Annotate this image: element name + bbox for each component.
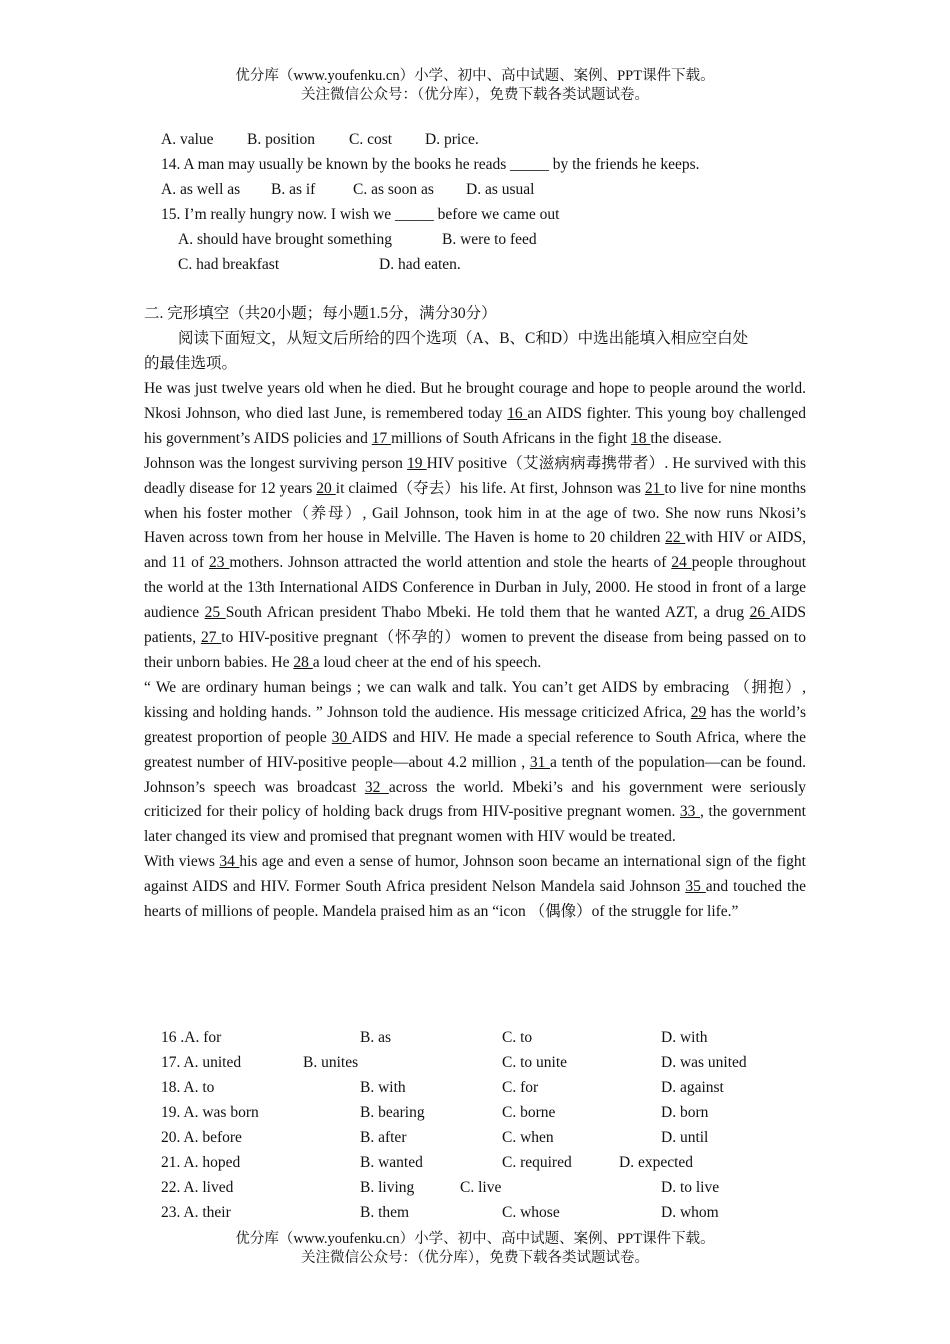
blank-18: 18 (630, 429, 651, 447)
blank-31: 31 (529, 753, 551, 771)
option-19-d: D. born (661, 1104, 709, 1121)
blank-33: 33 (679, 803, 700, 821)
option-20-c: C. when (502, 1129, 554, 1146)
blank-23: 23 (208, 554, 230, 572)
section-instruction-line-1: 阅读下面短文，从短文后所给的四个选项（A、B、C和D）中选出能填入相应空白处 (178, 330, 749, 347)
q15-option-b: B. were to feed (442, 231, 537, 248)
option-21-a: 21. A. hoped (161, 1154, 241, 1171)
passage-paragraph-1: He was just twelve years old when he died. But he brought courage and hope to people around the world. Nkosi Johnson, who died last June, is remembered today 16 an AIDS fighter. This young boy challenged his government’s AIDS policies and 17 millions of South Africans in the fight 18 the disease. (144, 380, 807, 447)
option-22-a: 22. A. lived (161, 1179, 234, 1196)
q14-option-a: A. as well as (161, 181, 241, 198)
option-22-c: C. live (460, 1179, 502, 1196)
option-19-a: 19. A. was born (161, 1104, 259, 1121)
blank-28: 28 (293, 653, 313, 671)
q14-stem: 14. A man may usually be known by the books he reads _____ by the friends he keeps. (161, 156, 700, 173)
blank-17: 17 (371, 429, 392, 447)
q13-option-b: B. position (247, 131, 316, 148)
option-20-a: 20. A. before (161, 1129, 242, 1146)
blank-35: 35 (685, 878, 706, 896)
q15-option-a: A. should have brought something (178, 231, 392, 248)
blank-32: 32 (364, 778, 389, 796)
q14-option-c: C. as soon as (353, 181, 434, 198)
cloze-passage (144, 377, 806, 925)
option-22-d: D. to live (661, 1179, 720, 1196)
option-17-d: D. was united (661, 1054, 747, 1071)
page-footer (0, 1230, 950, 1268)
blank-29: 29 (690, 703, 707, 721)
option-20-d: D. until (661, 1129, 709, 1146)
option-18-b: B. with (360, 1079, 406, 1096)
option-21-b: B. wanted (360, 1154, 423, 1171)
passage-paragraph-2: Johnson was the longest surviving person 19 HIV positive（艾滋病病毒携带者）. He survived with this deadly disease for 12 years 20 it claimed（夺去）his life. At first, Johnson was 21 to live for nine months when his foster mother（养母）, Gail Johnson, took him in at the age of two. She now runs Nkosi’s Haven across town from her house in Melville. The Haven is home to 20 children 22 with HIV or AIDS, and 11 of 23 mothers. Johnson attracted the world attention and stole the hearts of 24 people throughout the world at the 13th International AIDS Conference in Durban in July, 2000. He stood in front of a large audience 25 South African president Thabo Mbeki. He told them that he wanted AZT, a drug 26 AIDS patients, 27 to HIV-positive pregnant（怀孕的）women to prevent the disease from being passed on to their unborn babies. He 28 a loud cheer at the end of his speech. (144, 454, 807, 671)
section-instruction-line-2: 的最佳选项。 (144, 355, 238, 372)
option-19-b: B. bearing (360, 1104, 425, 1121)
footer-line-1: 优分库（www.youfenku.cn）小学、初中、高中试题、案例、PPT课件下载。 (235, 1231, 715, 1247)
blank-27: 27 (200, 629, 222, 647)
header-line-1: 优分库（www.youfenku.cn）小学、初中、高中试题、案例、PPT课件下载。 (235, 68, 715, 84)
option-18-c: C. for (502, 1079, 539, 1096)
option-23-a: 23. A. their (161, 1204, 231, 1221)
passage-paragraph-3: “ We are ordinary human beings ; we can walk and talk. You can’t get AIDS by embracing （拥抱）, kissing and holding hands. ” Johnson told the audience. His message criticized Africa, 29 has the world’s greatest proportion of people 30 AIDS and HIV. He made a special reference to South Africa, where the greatest number of HIV-positive people—about 4.2 million , 31 a tenth of the population—can be found. Johnson’s speech was broadcast 32 across the world. Mbeki’s and his government were seriously criticized for their policy of holding back drugs from HIV-positive pregnant women. 33 , the government later changed its view and promised that pregnant women with HIV would be treated. (144, 678, 807, 846)
option-21-d: D. expected (619, 1154, 694, 1171)
header-line-2: 关注微信公众号：（优分库），免费下载各类试题试卷。 (301, 87, 649, 103)
blank-26: 26 (749, 604, 770, 622)
blank-22: 22 (665, 529, 686, 547)
blank-34: 34 (219, 853, 240, 871)
option-23-b: B. them (360, 1204, 410, 1221)
q13-option-a: A. value (161, 131, 214, 148)
blank-21: 21 (644, 479, 665, 497)
q13-option-c: C. cost (349, 131, 393, 148)
page-header (0, 67, 950, 105)
option-18-d: D. against (661, 1079, 724, 1096)
option-16-d: D. with (661, 1029, 708, 1046)
blank-19: 19 (407, 454, 427, 472)
footer-line-2: 关注微信公众号：（优分库），免费下载各类试题试卷。 (301, 1250, 649, 1266)
blank-24: 24 (671, 554, 692, 572)
q15-option-c: C. had breakfast (178, 256, 280, 273)
blank-25: 25 (204, 604, 226, 622)
section-title: 二. 完形填空（共20小题；每小题1.5分，满分30分） (144, 305, 497, 322)
option-23-c: C. whose (502, 1204, 560, 1221)
option-16-a: 16 .A. for (161, 1029, 222, 1046)
q15-option-d: D. had eaten. (379, 256, 461, 273)
option-17-b: B. unites (303, 1054, 359, 1071)
passage-paragraph-4: With views 34 his age and even a sense of humor, Johnson soon became an international sign of the fight against AIDS and HIV. Former South Africa president Nelson Mandela said Johnson 35 and touched the hearts of millions of people. Mandela praised him as an “icon （偶像）of the struggle for life.” (144, 853, 806, 921)
q14-option-d: D. as usual (466, 181, 535, 198)
blank-16: 16 (507, 404, 528, 422)
option-21-c: C. required (502, 1154, 572, 1171)
option-17-c: C. to unite (502, 1054, 568, 1071)
option-17-a: 17. A. united (161, 1054, 242, 1071)
option-16-b: B. as (360, 1029, 391, 1046)
option-16-c: C. to (502, 1029, 533, 1046)
blank-20: 20 (316, 479, 336, 497)
option-18-a: 18. A. to (161, 1079, 215, 1096)
q14-option-b: B. as if (271, 181, 316, 198)
option-23-d: D. whom (661, 1204, 719, 1221)
blank-30: 30 (331, 728, 352, 746)
option-22-b: B. living (360, 1179, 415, 1196)
option-20-b: B. after (360, 1129, 407, 1146)
q13-option-d: D. price. (425, 131, 479, 148)
option-19-c: C. borne (502, 1104, 556, 1121)
q15-stem: 15. I’m really hungry now. I wish we _____ before we came out (161, 206, 560, 223)
